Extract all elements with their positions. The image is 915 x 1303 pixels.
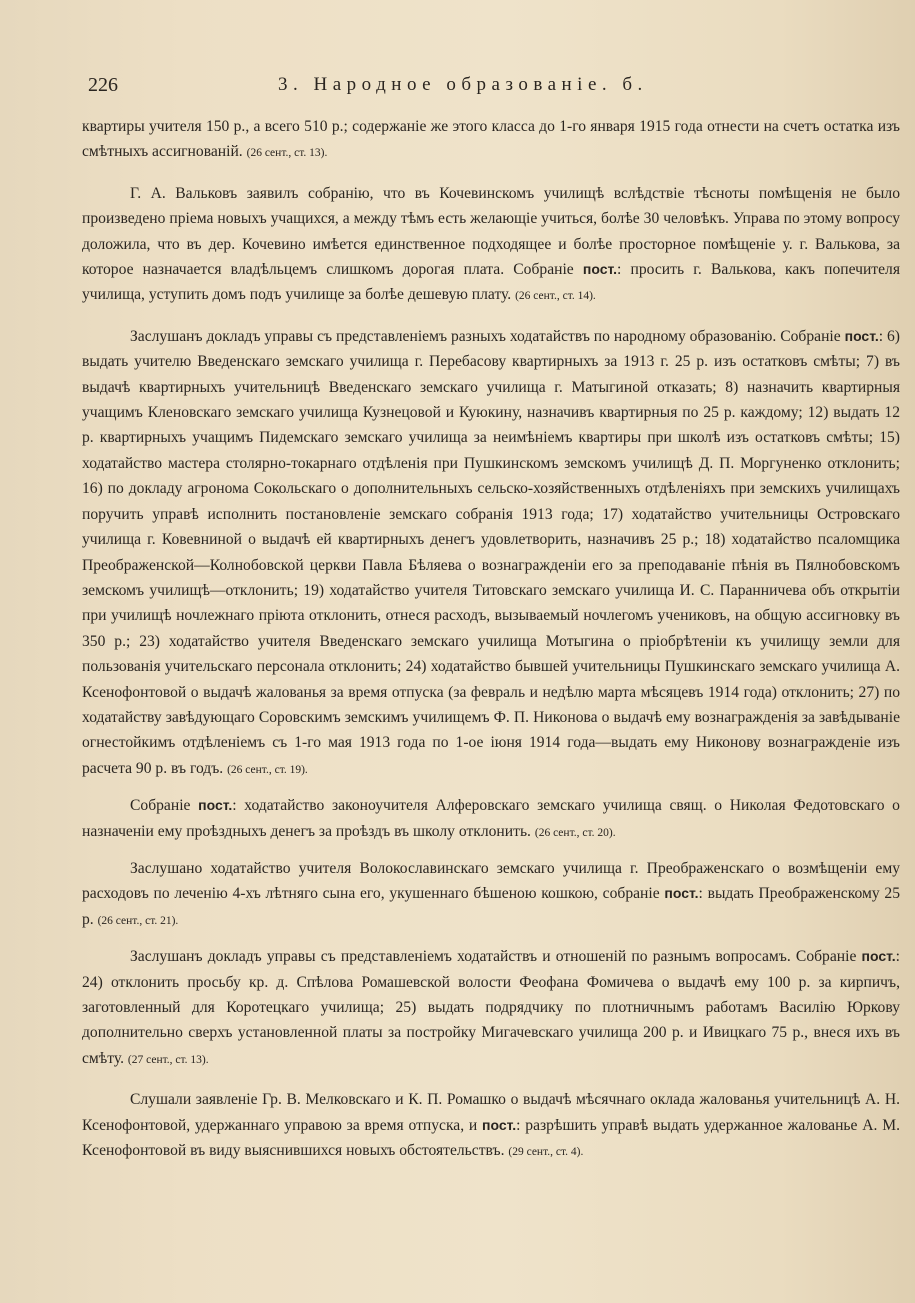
session-reference: (26 сент., ст. 14). <box>515 290 596 303</box>
paragraph-gap <box>82 783 900 793</box>
paragraph-text: Заслушано ходатайство учителя Волокославинскаго земскаго училища г. Преображенскаго о возмѣщеніи ему расходовъ по леченію 4-хъ лѣтняго сына его, укушеннаго бѣшеною кошкою, собраніе <box>82 859 900 903</box>
paragraph-gap <box>82 167 900 181</box>
paragraph-gap <box>82 846 900 856</box>
paragraph <box>82 1087 900 1165</box>
paragraph-text: Собраніе <box>130 797 199 815</box>
paragraph-gap <box>82 310 900 324</box>
paragraph-text: : разрѣшить управѣ выдать удержанное жалованье А. М. Ксенофонтовой въ виду выяснившихся новыхъ обстоятельствъ. <box>82 1116 900 1160</box>
paragraph-text: : ходатайство законоучителя Алферовскаго земскаго училища свящ. о Николая Федотовскаго о назначеніи ему проѣздныхъ денегъ за проѣздъ въ школу отклонить. <box>82 797 900 840</box>
paragraph <box>82 856 900 934</box>
paragraph-text: Г. А. Вальковъ заявилъ собранію, что въ Кочевинскомъ училищѣ вслѣдствіе тѣсноты помѣщенія не было произведено пріема новыхъ учащихся, а между тѣмъ есть желающіе учиться, болѣе 30 человѣкъ. Управа по этому вопросу доложила, что въ дер. Кочевино имѣется единственное подходящее и болѣе просторное помѣщеніе у. г. Валькова, за которое назначается владѣльцемъ слишкомъ дорогая плата. Собраніе <box>82 184 900 279</box>
resolution-marker: пост. <box>582 261 618 278</box>
resolution-marker: пост. <box>664 885 699 902</box>
paragraph-gap <box>82 934 900 944</box>
session-reference: (26 сент., ст. 20). <box>534 826 616 839</box>
session-reference: (27 сент., ст. 13). <box>127 1053 209 1066</box>
paragraph-text: : просить г. Валькова, какъ попечителя училища, уступить домъ подъ училище за болѣе дешевую плату. <box>82 261 900 304</box>
page-header <box>88 74 888 104</box>
paragraph-text: квартиры учителя 150 р., а всего 510 р.; содержаніе же этого класса до 1-го января 1915 года отнести на счетъ остатка изъ смѣтныхъ ассигнованій. <box>82 118 900 161</box>
page-number: 226 <box>88 74 118 96</box>
paragraph-gap <box>82 1073 900 1087</box>
paragraph <box>82 944 900 1073</box>
session-reference: (26 сент., ст. 21). <box>97 914 179 927</box>
paragraph <box>82 324 900 783</box>
paragraph <box>82 114 900 167</box>
paragraph-text: Слушали заявленіе Гр. В. Мелковскаго и К. П. Ромашко о выдачѣ мѣсячнаго оклада жалованья учительницѣ А. Н. Ксенофонтовой, удержаннаго управою за время отпуска, и <box>82 1091 900 1134</box>
paragraph-text: Заслушанъ докладъ управы съ представленіемъ ходатайствъ и отношеній по разнымъ вопросамъ. Собраніе <box>130 948 862 966</box>
paragraph-text: : выдать Преображенскому 25 р. <box>82 885 900 928</box>
paragraph-text: : 6) выдать учителю Введенскаго земскаго училища г. Перебасову квартирныхъ за 1913 г. 25 р. изъ остатковъ смѣты; 7) въ выдачѣ квартирныхъ учительницѣ Введенскаго земскаго училища г. Матыгиной отказать; 8) назначить квартирныя учащимъ Кленовскаго земскаго училища Кузнецовой и Куюкину, назначивъ квартирныя по 25 р. каждому; 12) выдать 12 р. квартирныхъ учащимъ Пидемскаго земскаго училища за неимѣніемъ квартиры при школѣ изъ остатковъ смѣты; 15) ходатайство мастера столярно-токарнаго отдѣленія при Пушкинскомъ земскомъ училищѣ Д. П. Моргуненко отклонить; 16) по докладу агронома Сокольскаго о дополнительныхъ сельско-хозяйственныхъ отдѣленіяхъ при земскихъ училищахъ поручить управѣ исполнить постановленіе земскаго собранія 1913 года; 17) ходатайство учительницы Островскаго училища г. Ковевниной о выдачѣ ей квартирныхъ денегъ удовлетворить, назначивъ 25 р.; 18) ходатайство псаломщика Преображенской—Колнобовской церкви Павла Бѣляева о вознагражденіи его за преподаваніе пѣнія въ Пялнобовскомъ земскомъ училищѣ—отклонить; 19) ходатайство учителя Титовскаго земскаго училища И. С. Паранничева объ открытіи при училищѣ ночлежнаго пріюта отклонить, отнеся расходъ, вызываемый ночлегомъ учениковъ, на общую ассигновку въ 350 р.; 23) ходатайство учителя Введенскаго земскаго училища Мотыгина о пріобрѣтеніи къ училищу земли для пользованія учительскаго персонала отклонить; 24) ходатайство бывшей учительницы Пушкинскаго земскаго училища А. Ксенофонтовой о выдачѣ жалованья за время отпуска (за февраль и недѣлю марта мѣсяцевъ 1914 года) отклонить; 27) по ходатайству завѣдующаго Соровскимъ земскимъ училищемъ Ф. П. Никонова о выдачѣ ему вознагражденія за завѣдываніе огнестойкимъ отдѣленіемъ съ 1-го мая 1913 года по 1-ое іюня 1914 года—выдать ему Никонову вознагражденіе изъ расчета 90 р. въ годъ. <box>82 327 900 777</box>
resolution-marker: пост. <box>844 327 879 344</box>
page-body <box>82 114 900 1165</box>
session-reference: (29 сент., ст. 4). <box>508 1146 584 1159</box>
paragraph-text: Заслушанъ докладъ управы съ представленіемъ разныхъ ходатайствъ по народному образованію. Собраніе <box>130 327 845 345</box>
paragraph <box>82 793 900 846</box>
paragraph <box>82 181 900 310</box>
resolution-marker: пост. <box>861 948 896 965</box>
running-head: 3. Народное образованіе. б. <box>278 74 648 95</box>
session-reference: (26 сент., ст. 13). <box>246 147 328 160</box>
resolution-marker: пост. <box>482 1116 517 1133</box>
session-reference: (26 сент., ст. 19). <box>227 763 308 776</box>
paragraph-text: : 24) отклонить просьбу кр. д. Спѣлова Ромашевской волости Феофана Фомичева о выдачѣ ему 100 р. за кирпичъ, заготовленный для Коротецкаго училища; 25) выдать подрядчику по плотничнымъ работамъ Василію Юркову дополнительно сверхъ установленной платы за постройку Мигачевскаго училища 200 р. и Ивицкаго 75 р., внеся ихъ въ смѣту. <box>82 948 900 1067</box>
resolution-marker: пост. <box>198 797 233 814</box>
